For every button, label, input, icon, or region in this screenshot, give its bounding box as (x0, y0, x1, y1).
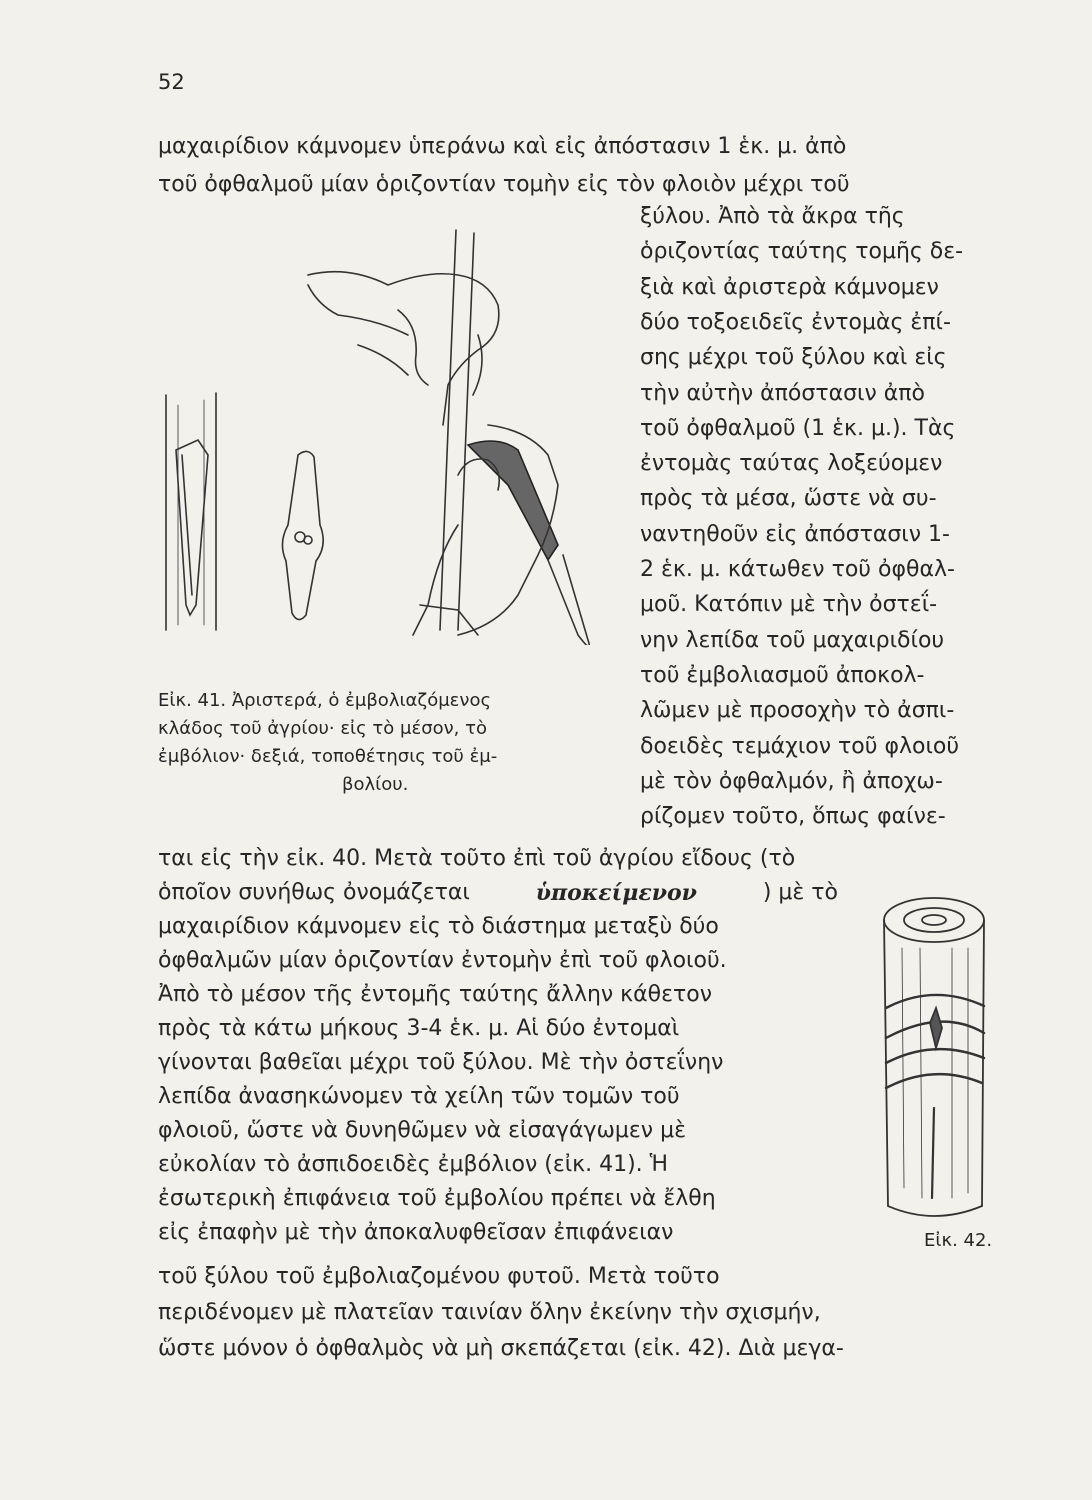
text-line-bottom (158, 1262, 1020, 1292)
text-line-mid (158, 1014, 838, 1044)
figure-42-caption: Εἰκ. 42. (924, 1230, 993, 1251)
page-number: 52 (158, 70, 185, 94)
text-line-mid (158, 1082, 838, 1112)
text-line: ὥστε μόνον ὁ ὀφθαλμὸς νὰ μὴ σκεπάζεται (εἰκ. 42). Διὰ μεγα- (158, 1336, 844, 1361)
text-line-right (640, 626, 1020, 656)
text-line: περιδένομεν μὲ πλατεῖαν ταινίαν ὅλην ἐκείνην τὴν σχισμήν, (158, 1300, 821, 1325)
text-line-mid (158, 1116, 838, 1146)
text-line-right (640, 767, 1020, 797)
text-line: ὁριζοντίας ταύτης τομῆς δε- (640, 239, 964, 265)
text-line: δύο τοξοειδεῖς ἐντομὰς ἐπί- (640, 309, 951, 335)
text-line: πρὸς τὰ μέσα, ὥστε νὰ συ- (640, 486, 937, 512)
text-line: τοῦ ξύλου τοῦ ἐμβολιαζομένου φυτοῦ. Μετὰ τοῦτο (158, 1264, 720, 1289)
text-line-mid (158, 1150, 838, 1180)
text-line: γίνονται βαθεῖαι μέχρι τοῦ ξύλου. Μὲ τὴν ὀστεΐνην (158, 1050, 724, 1075)
figure-41-caption-line: βολίου. (342, 774, 409, 795)
text-line-right (640, 555, 1020, 585)
text-line-full-a (158, 844, 1020, 874)
text-line: ἐντομὰς ταύτας λοξεύομεν (640, 451, 943, 477)
text-line: λεπίδα ἀνασηκώνομεν τὰ χείλη τῶν τομῶν τοῦ (158, 1084, 680, 1109)
text-line: τοῦ ὀφθαλμοῦ μίαν ὁριζοντίαν τομὴν εἰς τὸν φλοιὸν μέχρι τοῦ (158, 172, 850, 197)
text-line-mid (158, 912, 838, 942)
text-line-right (640, 732, 1020, 762)
text-line: μὲ τὸν ὀφθαλμόν, ἢ ἀποχω- (640, 768, 943, 794)
text-line: τοῦ ὀφθαλμοῦ (1 ἑκ. μ.). Τὰς (640, 415, 956, 441)
figure-42-bound-stem-illustration (872, 888, 1002, 1228)
text-line-top (158, 132, 1020, 162)
text-line-right (640, 414, 1020, 444)
text-line: Ἀπὸ τὸ μέσον τῆς ἐντομῆς ταύτης ἄλλην κάθετον (158, 982, 712, 1007)
text-line-right (640, 273, 1020, 303)
figure-41-caption-line: κλάδος τοῦ ἀγρίου· εἰς τὸ μέσον, τὸ (158, 718, 487, 739)
text-line: τοῦ ἐμβολιασμοῦ ἀποκολ- (640, 662, 925, 688)
text-line-right (640, 343, 1020, 373)
text-line-bottom (158, 1334, 1020, 1364)
text-segment: ὁποῖον συνήθως ὀνομάζεται (158, 880, 470, 905)
text-line-right (640, 379, 1020, 409)
text-line: φλοιοῦ, ὥστε νὰ δυνηθῶμεν νὰ εἰσαγάγωμεν μὲ (158, 1118, 686, 1143)
text-line-mid (158, 1184, 838, 1214)
text-line: ται εἰς τὴν εἰκ. 40. Μετὰ τοῦτο ἐπὶ τοῦ ἀγρίου εἴδους (τὸ (158, 846, 796, 871)
text-line: μαχαιρίδιον κάμνομεν εἰς τὸ διάστημα μεταξὺ δύο (158, 914, 719, 939)
text-line-mid (158, 946, 838, 976)
text-segment: ) μὲ τὸ (762, 880, 838, 905)
text-line: εἰς ἐπαφὴν μὲ τὴν ἀποκαλυφθεῖσαν ἐπιφάνειαν (158, 1220, 674, 1245)
text-line: 2 ἑκ. μ. κάτωθεν τοῦ ὀφθαλ- (640, 557, 955, 582)
text-line: δοειδὲς τεμάχιον τοῦ φλοιοῦ (640, 733, 960, 759)
text-line-mid (158, 1218, 838, 1248)
text-line: τὴν αὐτὴν ἀπόστασιν ἀπὸ (640, 380, 925, 406)
text-line-with-emphasis (158, 878, 838, 908)
text-line: λῶμεν μὲ προσοχὴν τὸ ἀσπι- (640, 698, 955, 724)
text-line-right (640, 696, 1020, 726)
text-line: σης μέχρι τοῦ ξύλου καὶ εἰς (640, 345, 947, 371)
text-line: μαχαιρίδιον κάμνομεν ὑπεράνω καὶ εἰς ἀπόστασιν 1 ἑκ. μ. ἀπὸ (158, 134, 847, 159)
text-line-right (640, 449, 1020, 479)
figure-41-caption-line: ἐμβόλιον· δεξιά, τοποθέτησις τοῦ ἐμ- (158, 746, 498, 767)
text-line-right (640, 590, 1020, 620)
text-line-right (640, 202, 1020, 232)
text-line-mid (158, 1048, 838, 1078)
text-line: ρίζομεν τοῦτο, ὅπως φαίνε- (640, 804, 946, 830)
text-line-bottom (158, 1298, 1020, 1328)
text-line: εὐκολίαν τὸ ἀσπιδοειδὲς ἐμβόλιον (εἰκ. 41). Ἡ (158, 1152, 669, 1177)
text-line: ναντηθοῦν εἰς ἀπόστασιν 1- (640, 521, 950, 547)
text-line-right (640, 237, 1020, 267)
emphasized-term: ὑποκείμενον (535, 880, 697, 906)
text-line-right (640, 308, 1020, 338)
text-line: ξύλου. Ἀπὸ τὰ ἄκρα τῆς (640, 204, 905, 229)
text-line-mid (158, 980, 838, 1010)
text-line: ξιὰ καὶ ἀριστερὰ κάμνομεν (640, 274, 939, 300)
text-line: πρὸς τὰ κάτω μήκους 3-4 ἑκ. μ. Αἱ δύο ἐντομαὶ (158, 1016, 680, 1041)
text-line-right (640, 484, 1020, 514)
text-line: ὀφθαλμῶν μίαν ὁριζοντίαν ἐντομὴν ἐπὶ τοῦ φλοιοῦ. (158, 948, 727, 973)
text-line-top (158, 170, 1020, 200)
figure-41-grafting-illustration (158, 225, 618, 645)
text-line: νην λεπίδα τοῦ μαχαιριδίου (640, 627, 945, 653)
figure-41-caption-line: Εἰκ. 41. Ἀριστερά, ὁ ἐμβολιαζόμενος (158, 690, 492, 711)
text-line: ἐσωτερικὴ ἐπιφάνεια τοῦ ἐμβολίου πρέπει νὰ ἔλθη (158, 1186, 716, 1211)
text-line: μοῦ. Κατόπιν μὲ τὴν ὀστεΐ- (640, 592, 938, 618)
text-line-right (640, 661, 1020, 691)
text-line-right (640, 520, 1020, 550)
text-line-right (640, 802, 1020, 832)
